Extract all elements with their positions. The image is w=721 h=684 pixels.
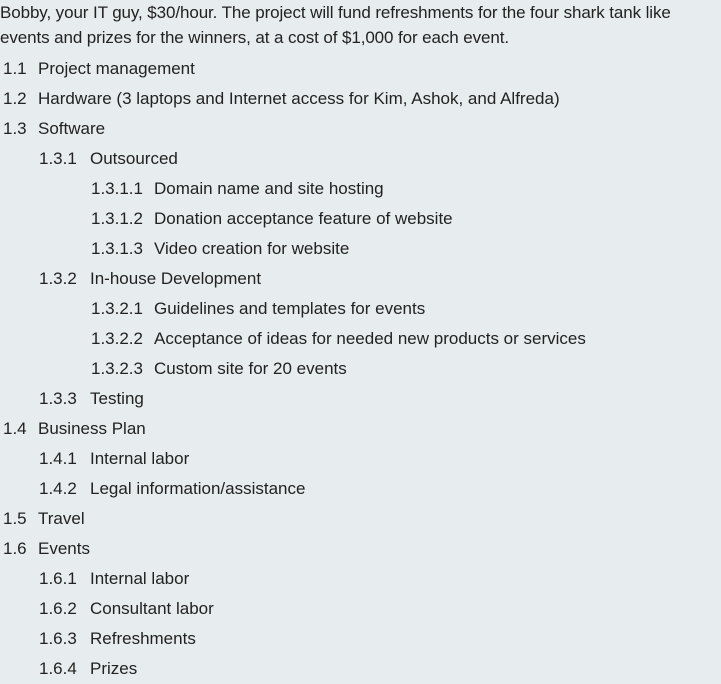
wbs-item-label: Internal labor xyxy=(90,449,190,468)
wbs-item xyxy=(0,114,721,144)
wbs-item-label: Prizes xyxy=(90,659,138,678)
wbs-item xyxy=(0,594,721,624)
wbs-item-label: Consultant labor xyxy=(90,599,214,618)
wbs-item xyxy=(0,84,721,114)
wbs-item xyxy=(0,414,721,444)
wbs-item-number: 1.6.2 xyxy=(39,599,77,618)
wbs-item-label: Project management xyxy=(38,59,195,78)
wbs-item-label: Business Plan xyxy=(38,419,146,438)
wbs-item xyxy=(0,444,721,474)
wbs-item-number: 1.4.1 xyxy=(39,449,77,468)
wbs-item-label: Outsourced xyxy=(90,149,178,168)
wbs-item-number: 1.1 xyxy=(3,59,27,78)
wbs-item-number: 1.6.3 xyxy=(39,629,77,648)
wbs-item-label: Testing xyxy=(90,389,144,408)
wbs-item-number: 1.6 xyxy=(3,539,27,558)
wbs-item-number: 1.3.1 xyxy=(39,149,77,168)
wbs-item xyxy=(0,384,721,414)
wbs-item-label: Video creation for website xyxy=(154,239,350,258)
wbs-item-number: 1.3.2.1 xyxy=(91,299,143,318)
wbs-item xyxy=(0,474,721,504)
wbs-item xyxy=(0,564,721,594)
wbs-item xyxy=(0,174,721,204)
wbs-item-label: Events xyxy=(38,539,90,558)
wbs-item xyxy=(0,534,721,564)
wbs-item-label: In-house Development xyxy=(90,269,262,288)
wbs-item-number: 1.3.2.2 xyxy=(91,329,143,348)
wbs-item-number: 1.6.4 xyxy=(39,659,77,678)
wbs-item-number: 1.4 xyxy=(3,419,27,438)
wbs-item-label: Guidelines and templates for events xyxy=(154,299,426,318)
wbs-item xyxy=(0,234,721,264)
wbs-item-label: Custom site for 20 events xyxy=(154,359,347,378)
wbs-item xyxy=(0,54,721,84)
wbs-item-number: 1.2 xyxy=(3,89,27,108)
wbs-item xyxy=(0,624,721,654)
wbs-item-label: Refreshments xyxy=(90,629,196,648)
wbs-item xyxy=(0,324,721,354)
wbs-item-label: Travel xyxy=(38,509,85,528)
wbs-item xyxy=(0,504,721,534)
wbs-item-number: 1.3.2 xyxy=(39,269,77,288)
intro-paragraph: Bobby, your IT guy, $30/hour. The project will fund refreshments for the four shark tank like events and prizes for the winners, at a cost of $1,000 for each event. xyxy=(0,3,671,47)
wbs-item-label: Domain name and site hosting xyxy=(154,179,384,198)
wbs-item-number: 1.3 xyxy=(3,119,27,138)
wbs-item-label: Software xyxy=(38,119,106,138)
wbs-item-number: 1.3.3 xyxy=(39,389,77,408)
wbs-item xyxy=(0,144,721,174)
wbs-item xyxy=(0,654,721,684)
wbs-item xyxy=(0,204,721,234)
wbs-item-label: Donation acceptance feature of website xyxy=(154,209,453,228)
wbs-item-number: 1.3.2.3 xyxy=(91,359,143,378)
wbs-item-number: 1.3.1.1 xyxy=(91,179,143,198)
wbs-item-number: 1.3.1.3 xyxy=(91,239,143,258)
wbs-item-number: 1.3.1.2 xyxy=(91,209,143,228)
wbs-item xyxy=(0,264,721,294)
wbs-item-label: Internal labor xyxy=(90,569,190,588)
wbs-item-label: Acceptance of ideas for needed new products or services xyxy=(154,329,586,348)
wbs-list xyxy=(0,54,721,684)
wbs-item xyxy=(0,354,721,384)
wbs-item-number: 1.5 xyxy=(3,509,27,528)
wbs-item-label: Legal information/assistance xyxy=(90,479,306,498)
wbs-item xyxy=(0,294,721,324)
wbs-item-number: 1.4.2 xyxy=(39,479,77,498)
wbs-item-number: 1.6.1 xyxy=(39,569,77,588)
wbs-item-label: Hardware (3 laptops and Internet access for Kim, Ashok, and Alfreda) xyxy=(38,89,560,108)
